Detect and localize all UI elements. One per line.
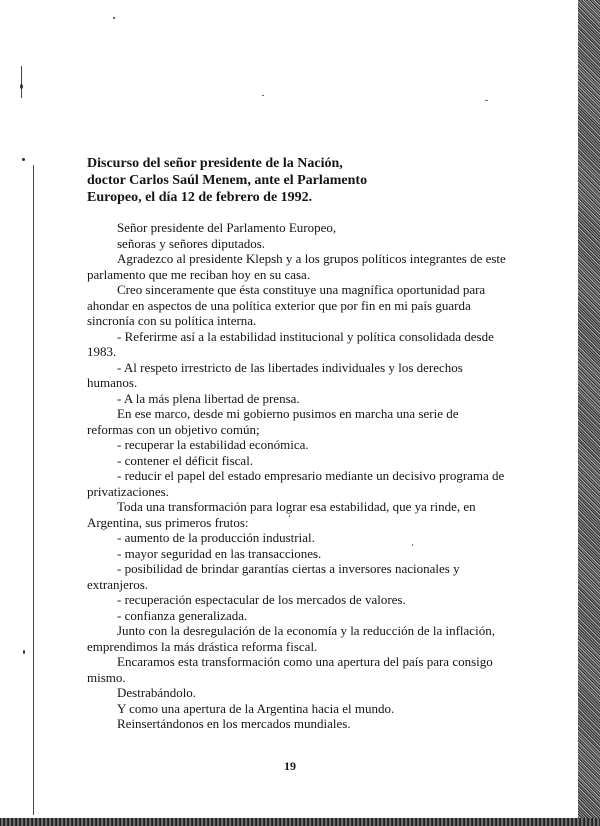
body-line: 1983.	[87, 344, 117, 359]
body-line: emprendimos la más drástica reforma fiscal.	[87, 638, 318, 654]
body-line: - Referirme así a la estabilidad institucional y política consolidada desde	[117, 328, 494, 344]
body-line: mismo.	[87, 669, 126, 685]
body-line: - recuperar la estabilidad económica.	[117, 437, 309, 452]
body-line: Argentina, sus primeros frutos:	[87, 514, 249, 530]
body-line: Reinsertándonos en los mercados mundiales.	[117, 716, 351, 731]
body-line: - confianza generalizada.	[117, 607, 248, 623]
heading-line: doctor Carlos Saúl Menem, ante el Parlamento	[87, 173, 368, 188]
scan-dark-edge-bottom	[0, 818, 600, 826]
body-line: privatizaciones.	[87, 483, 169, 499]
scan-binding-line	[33, 165, 34, 815]
body-line: señoras y señores diputados.	[117, 235, 266, 251]
body-line: - recuperación espectacular de los mercados de valores.	[117, 592, 406, 607]
body-line: ahondar en aspectos de una política exterior que por fin en mi país guarda	[87, 297, 471, 313]
body-line: Agradezco al presidente Klepsh y a los grupos políticos integrantes de este	[117, 251, 506, 266]
body-line: extranjeros.	[87, 576, 149, 592]
speech-body	[87, 220, 506, 732]
body-line: Encaramos esta transformación como una apertura del país para consigo	[117, 654, 493, 669]
body-line: - posibilidad de brindar garantías ciertas a inversores nacionales y	[117, 561, 460, 576]
speech-heading	[87, 155, 487, 206]
body-line: - Al respeto irrestricto de las libertades individuales y los derechos	[117, 359, 463, 375]
body-line: En ese marco, desde mi gobierno pusimos en marcha una serie de	[117, 406, 459, 421]
body-line: sincronía con su política interna.	[87, 313, 257, 328]
heading-line: Europeo, el día 12 de febrero de 1992.	[87, 190, 313, 205]
body-line: - aumento de la producción industrial.	[117, 530, 315, 545]
scan-binding-mark	[21, 66, 22, 98]
body-line: Junto con la desregulación de la economía y la reducción de la inflación,	[117, 623, 495, 638]
scan-dark-edge-right	[578, 0, 600, 826]
body-line: - reducir el papel del estado empresario mediante un decisivo programa de	[117, 468, 505, 483]
page-number: 19	[284, 759, 296, 773]
body-line: - mayor seguridad en las transacciones.	[117, 545, 322, 561]
body-line: - A la más plena libertad de prensa.	[117, 390, 300, 406]
body-line: Y como una apertura de la Argentina hacia el mundo.	[117, 700, 395, 716]
body-line: humanos.	[87, 375, 138, 390]
heading-line: Discurso del señor presidente de la Nación,	[87, 156, 343, 171]
body-line: Señor presidente del Parlamento Europeo,	[117, 220, 337, 235]
body-line: Toda una transformación para lograr esa estabilidad, que ya rinde, en	[117, 499, 476, 514]
body-line: reformas con un objetivo común;	[87, 421, 260, 437]
body-line: Destrabándolo.	[117, 685, 197, 700]
body-line: Creo sinceramente que ésta constituye una magnífica oportunidad para	[117, 282, 486, 297]
body-line: - contener el déficit fiscal.	[117, 452, 254, 468]
body-line: parlamento que me reciban hoy en su casa.	[87, 266, 311, 282]
